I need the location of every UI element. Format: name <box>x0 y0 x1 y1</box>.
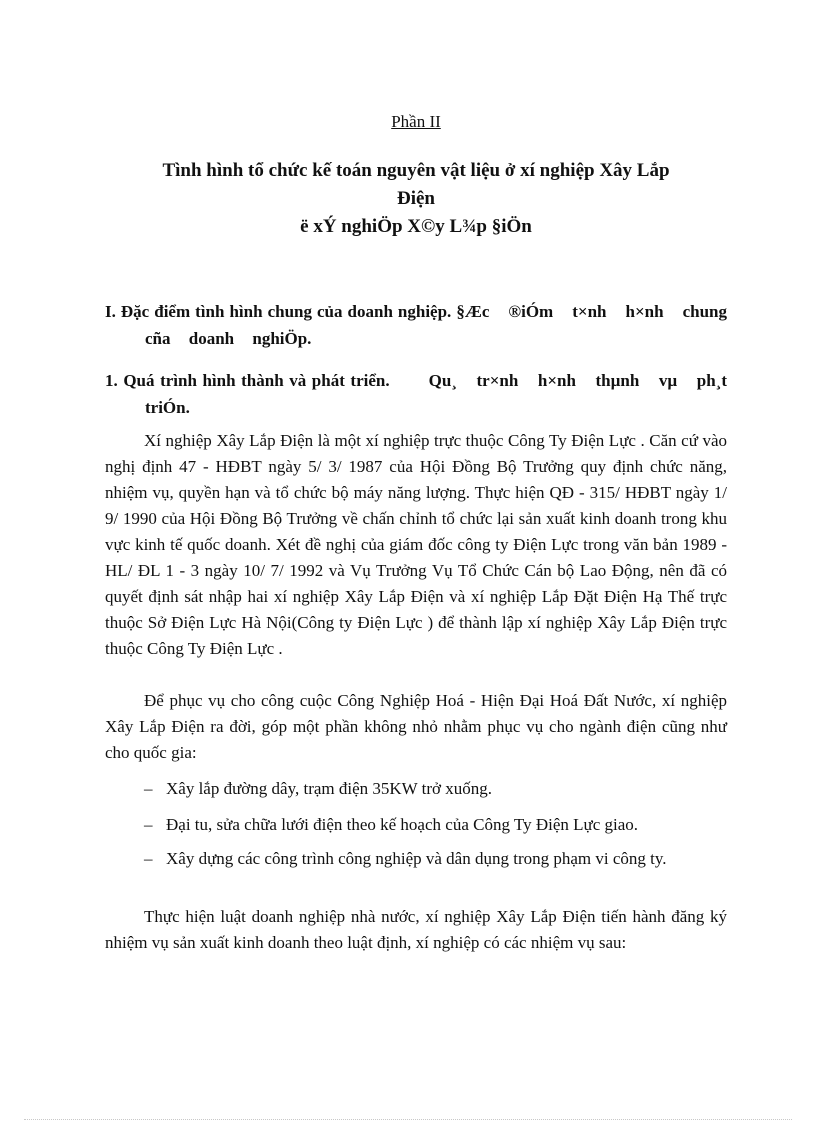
section-heading-1-1-text: 1. Quá trình hình thành và phát triển. <box>105 371 390 390</box>
title-line-3-garbled: ë xÝ nghiÖp X©y L¾p §iÖn <box>300 216 532 237</box>
part-label: Phần II <box>391 112 441 131</box>
paragraph-registration: Thực hiện luật doanh nghiệp nhà nước, xí nghiệp Xây Lắp Điện tiến hành đăng ký nhiệm vụ sản xuất kinh doanh theo luật định, xí nghiệp có các nhiệm vụ sau: <box>105 907 727 952</box>
section-heading-1-text: I. Đặc điểm tình hình chung của doanh nghiệp. <box>105 302 452 321</box>
paragraph-history: Xí nghiệp Xây Lắp Điện là một xí nghiệp trực thuộc Công Ty Điện Lực . Căn cứ vào nghị định 47 - HĐBT ngày 5/ 3/ 1987 của Hội Đồng Bộ Trưởng quy định chức năng, nhiệm vụ, quyền hạn và tổ chức bộ máy năng lượng. Thực hiện QĐ - 315/ HĐBT ngày 1/ 9/ 1990 của Hội Đồng Bộ Trưởng về chấn chỉnh tổ chức lại sản xuất kinh doanh trong khu vực kinh tế quốc doanh. Xét đề nghị của giám đốc công ty Điện Lực trong văn bản 1989 - HL/ ĐL 1 - 3 ngày 10/ 7/ 1992 và Vụ Trưởng Vụ Tổ Chức Cán bộ Lao Động, nên đã có quyết định sát nhập hai xí nghiệp Xây Lắp Điện và xí nghiệp Lắp Đặt Điện Hạ Thế trực thuộc Sở Điện Lực Hà Nội(Công ty Điện Lực ) để thành lập xí nghiệp Xây Lắp Điện trực thuộc Công Ty Điện Lực . <box>105 431 727 658</box>
title-line-1: Tình hình tổ chức kế toán nguyên vật liệu ở xí nghiệp Xây Lắp <box>162 160 670 181</box>
section-heading-1 <box>105 298 727 352</box>
dash-marker: – <box>144 849 153 868</box>
page-bottom-rule <box>24 1119 792 1120</box>
paragraph-purpose: Để phục vụ cho công cuộc Công Nghiệp Hoá - Hiện Đại Hoá Đất Nước, xí nghiệp Xây Lắp Điện ra đời, góp một phần không nhỏ nhằm phục vụ cho ngành điện cũng như cho quốc gia: <box>105 691 727 762</box>
bullet-item-3-text: Xây dựng các công trình công nghiệp và dân dụng trong phạm vi công <box>166 849 646 868</box>
section-heading-1-1 <box>105 367 727 421</box>
section-heading-1-garbled: §Æc ®iÓm t×nh h×nh chung cña doanh nghiÖp. <box>145 302 728 348</box>
bullet-item-1-text: Xây lắp đường dây, trạm điện 35KW trở xuống. <box>166 779 493 798</box>
bullet-item-3-tail: ty. <box>650 849 667 868</box>
title-line-2: Điện <box>397 188 435 209</box>
dash-marker: – <box>144 779 153 798</box>
section-heading-1-1-garbled: Qu¸ tr×nh h×nh thµnh vµ ph¸t triÓn. <box>145 371 727 417</box>
bullet-item-2 <box>105 812 727 838</box>
document-title <box>105 157 727 241</box>
bullet-item-3 <box>105 846 727 872</box>
bullet-item-1 <box>105 776 727 802</box>
dash-marker: – <box>144 815 153 834</box>
bullet-item-2-text: Đại tu, sửa chữa lưới điện theo kế hoạch của Công Ty Điện Lực giao. <box>166 815 639 834</box>
